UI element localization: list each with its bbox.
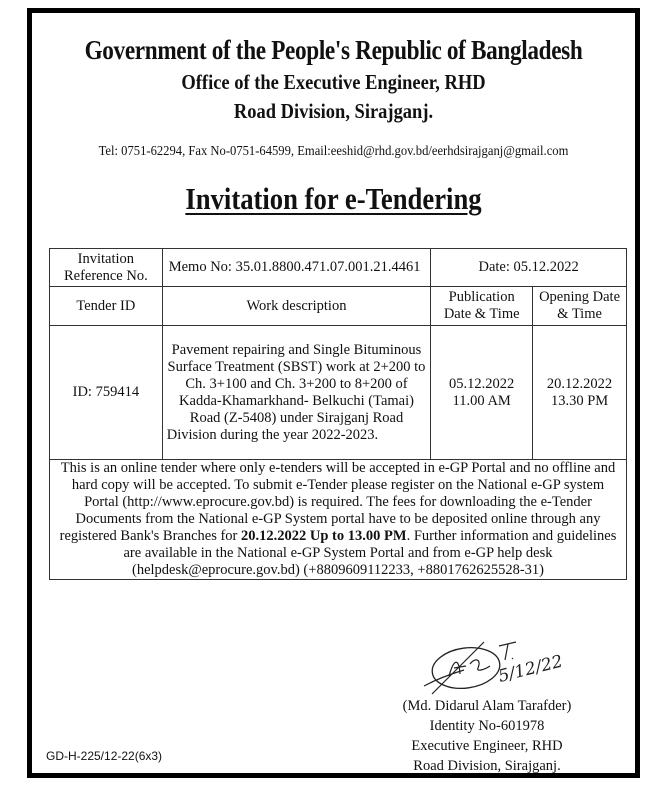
memo-date: Date: 05.12.2022: [431, 249, 627, 287]
column-header-opening: Opening Date & Time: [533, 287, 627, 326]
signer-block: [372, 696, 602, 776]
notice-text-2: . Further information and guidelines are available in the National e-GP System Portal and from e-GP help desk (helpdesk@eprocure.gov.bd) (+8809609112233, +8801762625528-31): [123, 528, 617, 578]
header-office: Office of the Executive Engineer, RHD: [181, 70, 486, 94]
notice-paragraph: [50, 460, 627, 580]
notice-row: [50, 460, 627, 580]
tender-table: [49, 248, 627, 580]
reference-label: Invitation Reference No.: [50, 249, 163, 287]
header-division: Road Division, Sirajganj.: [233, 99, 434, 123]
publication-date: 05.12.2022: [449, 375, 515, 392]
signer-office: Road Division, Sirajganj.: [413, 758, 561, 774]
notice-deadline: 20.12.2022 Up to 13.00 PM: [241, 528, 407, 544]
table-row: [50, 326, 627, 460]
notice-text-1: This is an online tender where only e-tenders will be accepted in e-GP Portal and no offline and hard copy will be accepted. To submit e-Tender please register on the National e-GP system Portal (http://www.eprocure.gov.bd) is required. The fees for downloading the e-Tender Documents from the National e-GP System portal have to be deposited online through any registered Bank's Branches for: [59, 460, 616, 544]
column-header-work-description: Work description: [162, 287, 431, 326]
tender-id: ID: 759414: [50, 326, 163, 460]
column-header-tender-id: Tender ID: [50, 287, 163, 326]
column-header-row: [50, 287, 627, 326]
footer-code: GD-H-225/12-22(6x3): [46, 749, 163, 763]
signer-designation: Executive Engineer, RHD: [411, 738, 563, 754]
reference-row: [50, 249, 627, 287]
contact-info: Tel: 0751-62294, Fax No-0751-64599, Email:eeshid@rhd.gov.bd/eerhdsirajganj@gmail.com: [98, 144, 569, 159]
publication-time: 11.00 AM: [452, 392, 511, 409]
signature-date: 5/12/22: [496, 651, 565, 687]
memo-number: Memo No: 35.01.8800.471.07.001.21.4461: [162, 249, 431, 287]
signer-identity: Identity No-601978: [429, 718, 545, 734]
column-header-publication: Publication Date & Time: [431, 287, 533, 326]
signer-name: (Md. Didarul Alam Tarafder): [402, 698, 572, 714]
opening-datetime: [533, 326, 627, 460]
notice-title: Invitation for e-Tendering: [185, 181, 482, 216]
publication-datetime: [431, 326, 533, 460]
header-government: Government of the People's Republic of Bangladesh: [84, 35, 583, 65]
opening-date: 20.12.2022: [546, 375, 613, 392]
work-description: Pavement repairing and Single Bituminous Surface Treatment (SBST) work at 2+200 to Ch. 3+100 and Ch. 3+200 to 8+200 of Kadda-Khamarkhand- Belkuchi (Tamai) Road (Z-5408) under Sirajganj Road Division during the year 2022-2023.: [162, 326, 431, 460]
opening-time: 13.30 PM: [550, 392, 609, 409]
document-frame: [27, 8, 640, 778]
